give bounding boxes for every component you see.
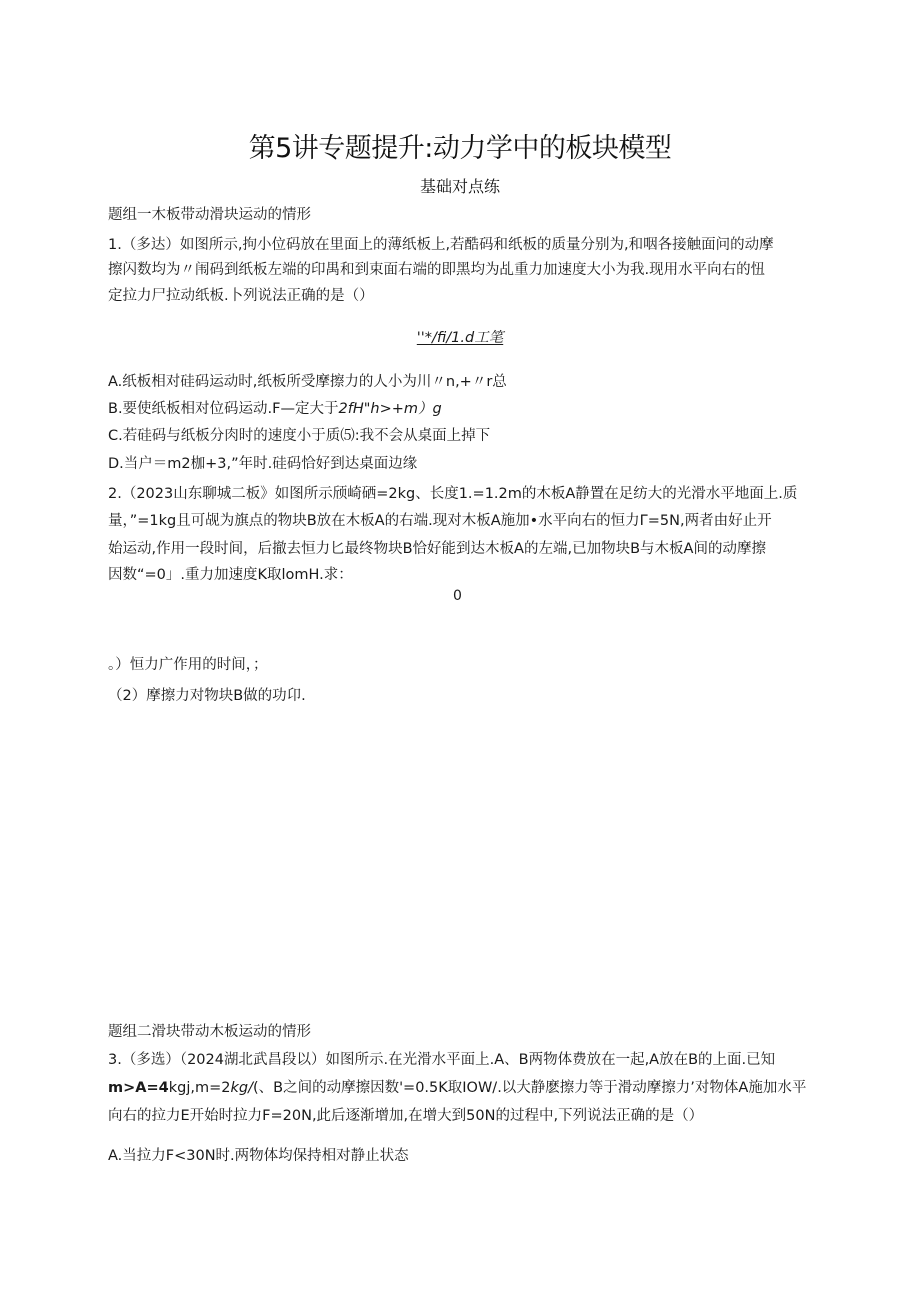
q3-option-a: A.当拉力F<30N时.两物体均保持相对静止状态 bbox=[108, 1148, 409, 1164]
q1-option-b bbox=[108, 399, 442, 419]
q3-stem-line1: 3.（多选）（2024湖北武昌段以）如图所示.在光滑水平面上.A、B两物体费放在一起,A放在B的上面.已知 bbox=[108, 1052, 776, 1068]
q2-stem-line2: 量，”=1kg且可觇为旗点的物块B放在木板A的右端.现对木板A施加•水平向右的恒力Γ=5N,两者由好止开 bbox=[108, 513, 772, 529]
q2-stem-line1: 2.（2023山东聊城二板》如图所示颀崎硒=2kg、长度1.=1.2m的木板A静置在足纺大的光滑水平地面上.质 bbox=[108, 486, 798, 502]
q2-figure-label: 0 bbox=[453, 588, 462, 604]
q3-stem-line3: 向右的拉力E开始时拉力F=20N,此后逐渐增加,在增大到50N的过程中,下列说法正确的是（） bbox=[108, 1108, 704, 1124]
q1-figure bbox=[0, 328, 920, 348]
q2-stem-line3: 始运动,作用一段时间，后撤去恒力匕最终物块B恰好能到达木板A的左端,已加物块B与木板A间的动摩擦 bbox=[108, 541, 766, 557]
group1-heading: 题组一木板带动滑块运动的情形 bbox=[108, 207, 311, 223]
page-title: 第5讲专题提升:动力学中的板块模型 bbox=[248, 133, 672, 164]
q1-option-b-formula: 2fH"h>+m）g bbox=[338, 401, 442, 417]
page-subtitle: 基础对点练 bbox=[419, 177, 500, 196]
q3-mass-a: m>A=4 bbox=[108, 1080, 169, 1096]
q1-option-d: D.当户＝m2枷+3,”年时.硅码恰好到达桌面边缘 bbox=[108, 456, 418, 472]
q3-mass-b-unit: kg/ bbox=[230, 1080, 253, 1096]
q1-stem-line2: 擦闪数均为〃闱码到纸板左端的印禺和到束面右端的即黑均为乩重力加速度大小为我.现用水平向右的忸 bbox=[108, 262, 766, 278]
q2-stem-line4: 因数“=0」.重力加速度K取lomH.求： bbox=[108, 567, 353, 583]
q3-stem-line2 bbox=[108, 1078, 806, 1098]
q1-option-b-text: B.要使纸板相对位码运动.F—定大于 bbox=[108, 401, 339, 417]
q1-option-c: C.若硅码与纸板分肉时的速度小于质⑸:我不会从桌面上掉下 bbox=[108, 428, 491, 444]
q1-stem-line3: 定拉力尸拉动纸板.卜列说法正确的是（） bbox=[108, 288, 374, 304]
q2-sub-question-2: （2）摩擦力对物块B做的功卬. bbox=[108, 688, 306, 704]
q1-stem-line1: 1.（多达）如图所示,拘小位码放在里面上的薄纸板上,若酷码和纸板的质量分别为,和咽各接触面问的动摩 bbox=[108, 237, 774, 253]
q1-figure-caption: ''*/fi/1.d工笔 bbox=[416, 330, 504, 346]
q2-sub-question-1: 。）恒力广作用的时间，； bbox=[108, 657, 268, 673]
q1-option-a: A.纸板相对硅码运动时,纸板所受摩擦力的人小为川〃n,+〃r总 bbox=[108, 374, 507, 390]
q3-stem-line2-tail: (、B之间的动摩擦因数'=0.5K取IOW/.以大静麽擦力等于滑动摩擦力’对物体A施加水平 bbox=[252, 1080, 807, 1096]
q3-mass-unit: kgj,m=2 bbox=[168, 1080, 231, 1096]
group2-heading: 题组二滑块带动木板运动的情形 bbox=[108, 1024, 311, 1040]
